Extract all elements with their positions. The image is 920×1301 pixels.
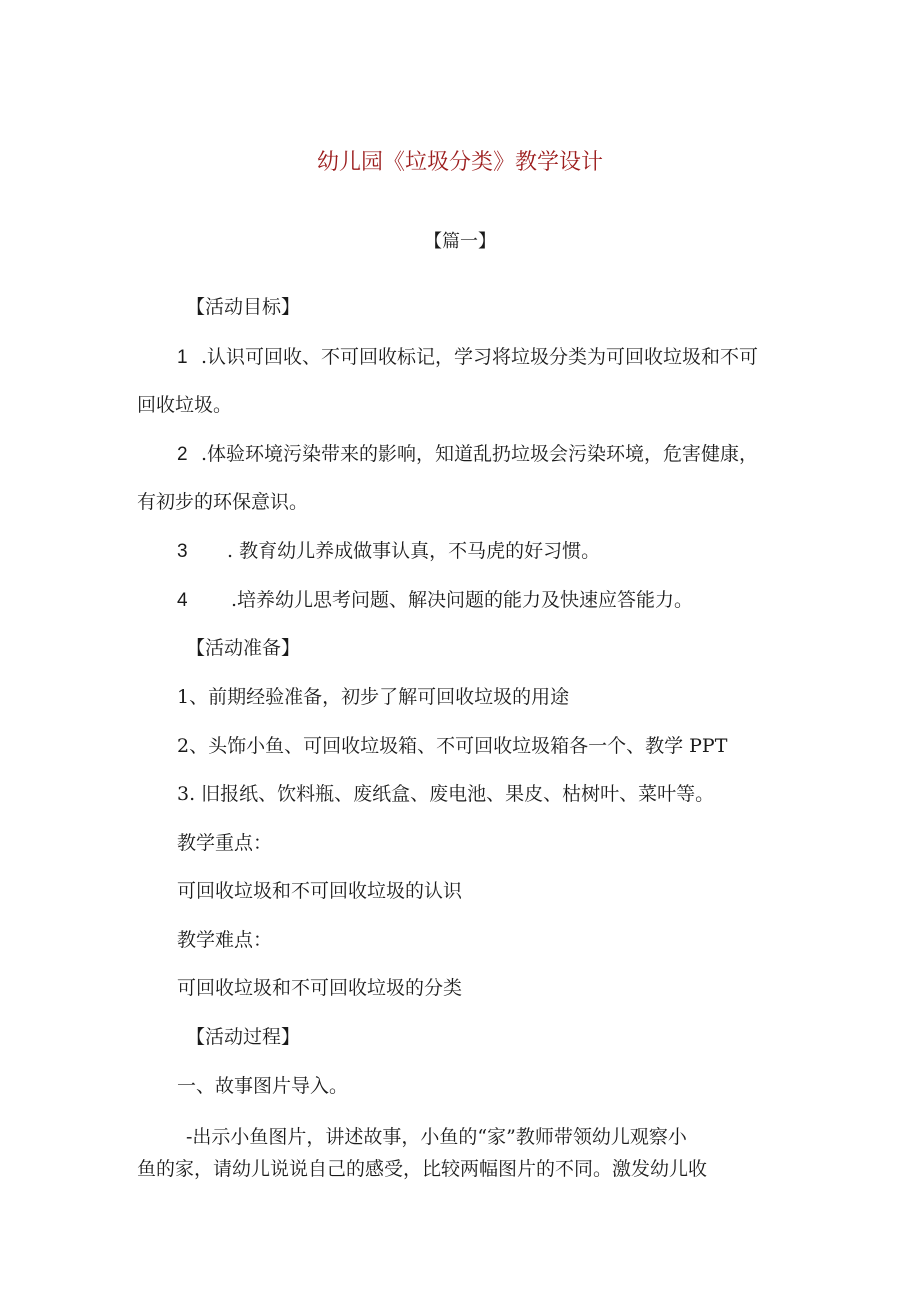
- goal-number: 2: [177, 444, 188, 465]
- goal-text: .体验环境污染带来的影响，知道乱扔垃圾会污染环境，危害健康，: [201, 443, 759, 465]
- goal-text: . 教育幼儿养成做事认真，不马虎的好习惯。: [227, 540, 601, 562]
- process-paragraph-continued: 鱼的家，请幼儿说说自己的感受，比较两幅图片的不同。激发幼儿收: [137, 1158, 708, 1180]
- goal-item-1: [177, 344, 758, 371]
- goal-item-3: [177, 538, 600, 565]
- goal-text: .培养幼儿思考问题、解决问题的能力及快速应答能力。: [231, 589, 694, 611]
- goal-item-2-continued: 有初步的环保意识。: [137, 491, 309, 513]
- process-step-1: 一、故事图片导入。: [177, 1075, 349, 1097]
- difficult-point-text: 可回收垃圾和不可回收垃圾的分类: [177, 977, 463, 999]
- prep-item-3: 3. 旧报纸、饮料瓶、废纸盒、废电池、果皮、枯树叶、菜叶等。: [177, 783, 715, 805]
- difficult-point-heading: 教学难点：: [177, 929, 273, 951]
- process-heading: 【活动过程】: [186, 1026, 301, 1048]
- key-point-text: 可回收垃圾和不可回收垃圾的认识: [177, 880, 463, 902]
- goal-number: 1: [177, 347, 188, 368]
- key-point-heading: 教学重点：: [177, 832, 273, 854]
- prep-heading: 【活动准备】: [186, 637, 301, 659]
- goal-item-2: [177, 441, 758, 468]
- goal-number: 4: [177, 590, 188, 611]
- goal-item-1-continued: 回收垃圾。: [137, 394, 233, 416]
- goals-heading: 【活动目标】: [186, 296, 301, 318]
- process-paragraph: -出示小鱼图片，讲述故事，小鱼的“家”教师带领幼儿观察小: [186, 1126, 687, 1148]
- goal-item-4: [177, 587, 693, 614]
- prep-item-1: 1、前期经验准备，初步了解可回收垃圾的用途: [177, 686, 570, 708]
- document-title: 幼儿园《垃圾分类》教学设计: [316, 150, 603, 175]
- goal-number: 3: [177, 541, 188, 562]
- prep-item-2: 2、头饰小鱼、可回收垃圾箱、不可回收垃圾箱各一个、教学 PPT: [177, 735, 728, 757]
- goal-text: .认识可回收、不可回收标记，学习将垃圾分类为可回收垃圾和不可: [201, 346, 759, 368]
- section-heading: 【篇一】: [424, 231, 496, 252]
